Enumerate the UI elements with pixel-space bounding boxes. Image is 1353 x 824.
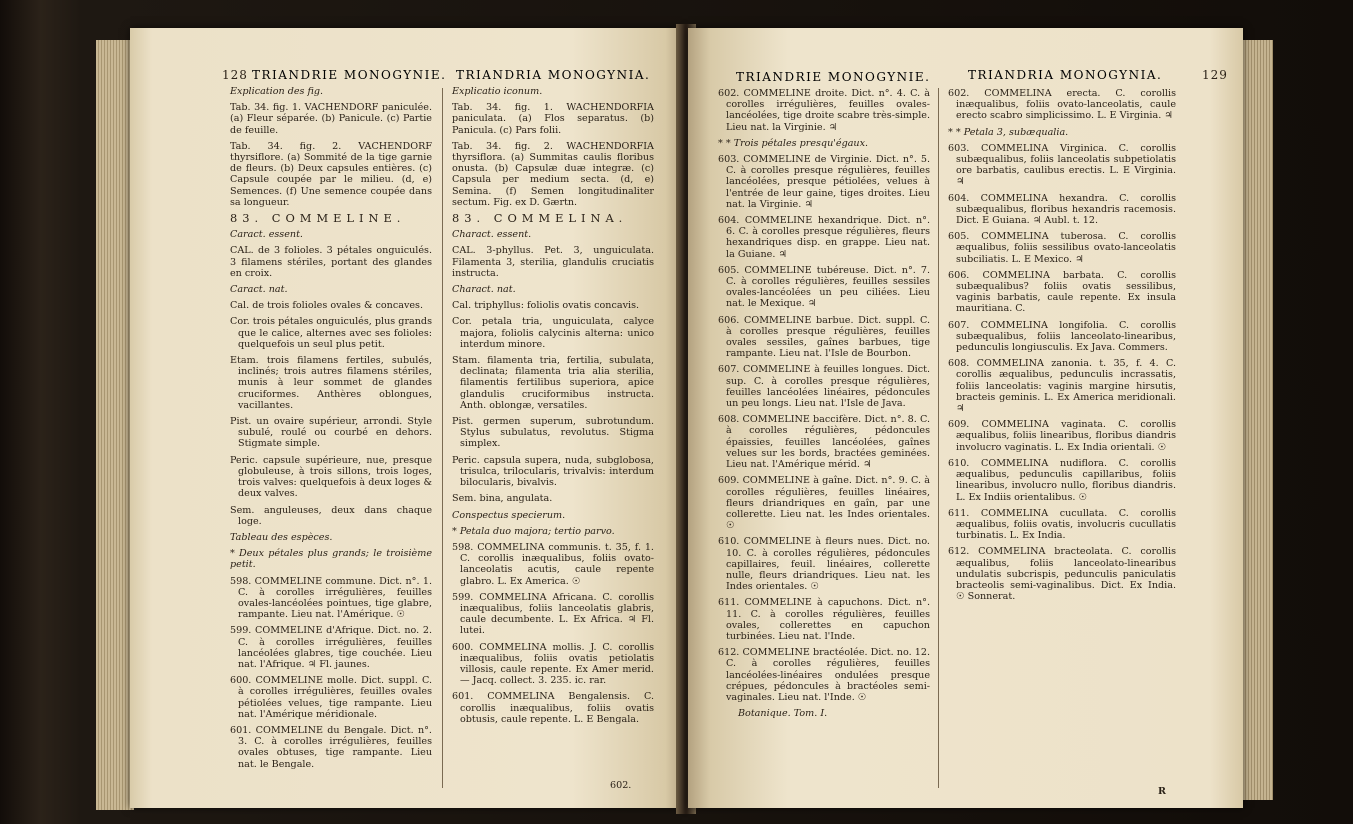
explicatio-heading: Explicatio iconum.	[452, 86, 543, 97]
species-fr: 603. COMMELINE de Virginie. Dict. n°. 5. C. à corolles presque régulières, feuilles lancéolées, presque pétiolées, velues à l'entrée de leur gaine, tiges droites. Lieu nat. la Virginie. ♃	[718, 154, 930, 210]
species-fr: 604. COMMELINE hexandrique. Dict. n°. 6. C. à corolles presque régulières, fleurs hexandriques disp. en grappe. Lieu nat. la Guiane. ♃	[718, 215, 930, 260]
species-la: 602. COMMELINA erecta. C. corollis inæqualibus, foliis ovato-lanceolatis, caule erecto scabro simplicissimo. L. E Virginia. ♃	[948, 88, 1176, 122]
division-la: * Petala duo majora; tertio parvo.	[452, 525, 615, 537]
species-la: 607. COMMELINA longifolia. C. corollis subæqualibus, foliis lanceolato-linearibus, pedunculis longiusculis. Ex Java. Commers.	[948, 319, 1176, 354]
species-fr: 611. COMMELINE à capuchons. Dict. n°. 11. C. à corolles régulières, feuilles ovales, collerettes en capuchon turbinées. Lieu nat. l'Inde.	[718, 597, 930, 642]
tableau-heading: Tableau des espèces.	[230, 531, 333, 543]
species-fr: 608. COMMELINE baccifère. Dict. n°. 8. C. à corolles régulières, pédoncules épaissies, feuilles lancéolées, gaînes velues sur les bords, bractées geminées. Lieu nat. l'Amérique mérid. ♃	[718, 414, 930, 471]
species-la: 611. COMMELINA cucullata. C. corollis æqualibus, foliis ovatis, involucris cucullatis turbinatis. L. Ex India.	[948, 507, 1176, 542]
right-col-la	[948, 88, 1176, 798]
conspectus-heading: Conspectus specierum.	[452, 509, 566, 521]
right-header-fr: TRIANDRIE MONOGYNIE.	[736, 70, 931, 84]
nat-fr-item: Peric. capsule supérieure, nue, presque globuleuse, à trois sillons, trois loges, trois valves: quelquefois à deux loges & deux valves.	[230, 454, 432, 500]
species-fr: 598. COMMELINE commune. Dict. n°. 1. C. à corolles irrégulières, feuilles ovales-lancéolées pointues, tige glabre, rampante. Lieu nat. l'Amérique. ☉	[230, 575, 432, 621]
left-page-number: 128	[222, 68, 248, 82]
nat-la-item: Stam. filamenta tria, fertilia, subulata, declinata; filamenta tria alia sterilia, filamentis fertilibus superiora, apice glandulis cruciformibus instructa. Anth. oblongæ, versatiles.	[452, 355, 654, 411]
genus-title-la: 83. COMMELINA.	[452, 211, 628, 226]
species-la: 603. COMMELINA Virginica. C. corollis subæqualibus, foliis lanceolatis subpetiolatis ore barbatis, caulibus erectis. L. E Virginia. ♃	[948, 142, 1176, 188]
right-header-la: TRIANDRIA MONOGYNIA.	[968, 68, 1163, 82]
left-header-fr: TRIANDRIE MONOGYNIE.	[252, 68, 447, 82]
species-fr: 602. COMMELINE droite. Dict. n°. 4. C. à corolles irrégulières, feuilles ovales-lancéolées, tige droite scabre très-simple. Lieu nat. la Virginie. ♃	[718, 88, 930, 133]
left-page-edges	[96, 40, 134, 810]
species-fr: 599. COMMELINE d'Afrique. Dict. no. 2. C. à corolles irrégulières, feuilles lancéolées glabres, tige couchée. Lieu nat. l'Afrique. ♃ Fl. jaunes.	[230, 625, 432, 670]
nat-la-item: Cor. petala tria, unguiculata, calyce majora, foliolis calycinis alterna: unico interdum minore.	[452, 316, 654, 350]
nat-la-item: Sem. bina, angulata.	[452, 493, 553, 505]
right-column-divider	[938, 88, 939, 788]
tab-fr-1: Tab. 34. fig. 1. VACHENDORF paniculée. (a) Fleur séparée. (b) Panicule. (c) Partie de feuille.	[230, 102, 432, 136]
right-col-fr	[718, 88, 930, 798]
species-la: 610. COMMELINA nudiflora. C. corollis æqualibus, pedunculis capillaribus, foliis linearibus, involucro nullo, floribus diandris. L. Ex Indiis orientalibus. ☉	[948, 457, 1176, 503]
species-la: 606. COMMELINA barbata. C. corollis subæqualibus? foliis ovatis sessilibus, vaginis barbatis, caule repente. Ex insula mauritiana. C.	[948, 269, 1176, 315]
charact-nat-la: Charact. nat.	[452, 284, 516, 296]
cal-essent-fr: CAL. de 3 folioles. 3 pétales onguiculés. 3 filamens stériles, portant des glandes en croix.	[230, 245, 432, 279]
division-la-2: * * Petala 3, subæqualia.	[948, 126, 1069, 138]
division-fr: * Deux pétales plus grands; le troisième petit.	[230, 548, 432, 571]
species-la: 600. COMMELINA mollis. J. C. corollis inæqualibus, foliis ovatis petiolatis villosis, caule repente. Ex Amer merid. — Jacq. collect. 3. 235. ic. rar.	[452, 641, 654, 687]
nat-la-item: Cal. triphyllus: foliolis ovatis concavis.	[452, 300, 640, 312]
catchword: 602.	[610, 780, 632, 791]
nat-fr-item: Cal. de trois folioles ovales & concaves.	[230, 300, 424, 312]
species-fr: 610. COMMELINE à fleurs nues. Dict. no. 10. C. à corolles régulières, pédoncules capillaires, feuil. linéaires, collerette nulle, fleurs driandriques. Lieu nat. les Indes orientales. ☉	[718, 536, 930, 593]
cal-essent-la: CAL. 3-phyllus. Pet. 3, unguiculata. Filamenta 3, sterilia, glandulis cruciatis instructa.	[452, 245, 654, 279]
right-page-edges	[1243, 40, 1273, 800]
species-fr: 612. COMMELINE bractéolée. Dict. no. 12. C. à corolles régulières, feuilles lancéolées-linéaires ondulées presque crépues, pédoncules à bractéoles semi-vaginales. Lieu nat. l'Inde. ☉	[718, 647, 930, 703]
right-page	[688, 28, 1243, 808]
left-page	[130, 28, 682, 808]
nat-fr-item: Cor. trois pétales onguiculés, plus grands que le calice, alternes avec ses folioles: quelquefois un seul plus petit.	[230, 316, 432, 350]
species-fr: 605. COMMELINE tubéreuse. Dict. n°. 7. C. à corolles régulières, feuilles sessiles ovales-lancéolées un peu ciliées. Lieu nat. le Mexique. ♃	[718, 264, 930, 310]
left-col-fr	[230, 86, 432, 798]
species-la: 598. COMMELINA communis. t. 35, f. 1. C. corollis inæqualibus, foliis ovato-lanceolatis acutis, caule repente glabro. L. Ex America. ☉	[452, 541, 654, 587]
nat-la-item: Peric. capsula supera, nuda, subglobosa, trisulca, trilocularis, trivalvis: interdum bilocularis, bivalvis.	[452, 454, 654, 489]
caract-essent-fr: Caract. essent.	[230, 229, 303, 241]
nat-la-item: Pist. germen superum, subrotundum. Stylus subulatus, revolutus. Stigma simplex.	[452, 416, 654, 450]
species-la: 608. COMMELINA zanonia. t. 35, f. 4. C. corollis æqualibus, pedunculis incrassatis, foliis lanceolatis: vaginis margine hirsutis, bracteis geminis. L. Ex America meridionali. ♃	[948, 358, 1176, 415]
division-fr-2: * * Trois pétales presqu'égaux.	[718, 137, 869, 149]
species-fr: 607. COMMELINE à feuilles longues. Dict. sup. C. à corolles presque régulières, feuilles lancéolées linéaires, pédoncules un peu longs. Lieu nat. l'Isle de Java.	[718, 364, 930, 410]
caract-nat-fr: Caract. nat.	[230, 284, 288, 296]
genus-title-fr: 83. COMMELINE.	[230, 211, 406, 226]
species-fr: 606. COMMELINE barbue. Dict. suppl. C. à corolles presque régulières, feuilles ovales sessiles, gaînes barbues, tige rampante. Lieu nat. l'Isle de Bourbon.	[718, 314, 930, 360]
left-col-la	[452, 86, 654, 798]
tab-la-2: Tab. 34. fig. 2. WACHENDORFIA thyrsiflora. (a) Summitas caulis floribus onusta. (b) Capsulæ duæ integræ. (c) Capsula per medium secta. (d, e) Semina. (f) Semen longitudinaliter sectum. Fig. ex D. Gærtn.	[452, 140, 654, 208]
tab-la-1: Tab. 34. fig. 1. WACHENDORFIA paniculata. (a) Flos separatus. (b) Panicula. (c) Pars folii.	[452, 102, 654, 136]
nat-fr-item: Pist. un ovaire supérieur, arrondi. Style subulé, roulé ou courbé en dehors. Stigmate simple.	[230, 416, 432, 450]
gathering-mark: R	[1158, 786, 1166, 797]
species-fr: 609. COMMELINE à gaîne. Dict. n°. 9. C. à corolles régulières, feuilles linéaires, fleurs driandriques en gaîn, par une collerette. Lieu nat. les Indes orientales. ☉	[718, 475, 930, 532]
species-la: 604. COMMELINA hexandra. C. corollis subæqualibus, floribus hexandris racemosis. Dict. E Guiana. ♃ Aubl. t. 12.	[948, 192, 1176, 227]
explication-heading: Explication des fig.	[230, 86, 324, 97]
species-la: 599. COMMELINA Africana. C. corollis inæqualibus, foliis lanceolatis glabris, caule decumbente. L. Ex Africa. ♃ Fl. lutei.	[452, 591, 654, 637]
species-la: 605. COMMELINA tuberosa. C. corollis æqualibus, foliis sessilibus ovato-lanceolatis subciliatis. L. E Mexico. ♃	[948, 231, 1176, 265]
right-page-number: 129	[1202, 68, 1228, 82]
charact-essent-la: Charact. essent.	[452, 229, 532, 241]
nat-fr-item: Etam. trois filamens fertiles, subulés, inclinés; trois autres filamens stériles, munis à leur sommet de glandes cruciformes. Anthères oblongues, vacillantes.	[230, 355, 432, 411]
species-fr: 600. COMMELINE molle. Dict. suppl. C. à corolles irrégulières, feuilles ovales pétiolées velues, tige rampante. Lieu nat. l'Amérique méridionale.	[230, 675, 432, 720]
left-column-divider	[442, 88, 443, 788]
species-la: 609. COMMELINA vaginata. C. corollis æqualibus, foliis linearibus, floribus diandris involucro vaginatis. L. Ex India orientali. ☉	[948, 419, 1176, 453]
nat-fr-item: Sem. anguleuses, deux dans chaque loge.	[230, 504, 432, 527]
footer-signature: Botanique. Tom. I.	[738, 708, 828, 720]
species-fr: 601. COMMELINE du Bengale. Dict. n°. 3. C. à corolles irrégulières, feuilles ovales obtuses, tige rampante. Lieu nat. le Bengale.	[230, 724, 432, 770]
tab-fr-2: Tab. 34. fig. 2. VACHENDORF thyrsiflore. (a) Sommité de la tige garnie de fleurs. (b) Deux capsules entières. (c) Capsule coupée par le milieu. (d, e) Semences. (f) Une semence coupée dans sa longueur.	[230, 140, 432, 208]
species-la: 601. COMMELINA Bengalensis. C. corollis inæqualibus, foliis ovatis obtusis, caule repente. L. E Bengala.	[452, 691, 654, 725]
left-header-la: TRIANDRIA MONOGYNIA.	[456, 68, 651, 82]
species-la: 612. COMMELINA bracteolata. C. corollis æqualibus, foliis lanceolato-linearibus undulatis subcrispis, pedunculis paniculatis bracteolis semi-vaginalibus. Dict. Ex India. ☉ Sonnerat.	[948, 546, 1176, 603]
